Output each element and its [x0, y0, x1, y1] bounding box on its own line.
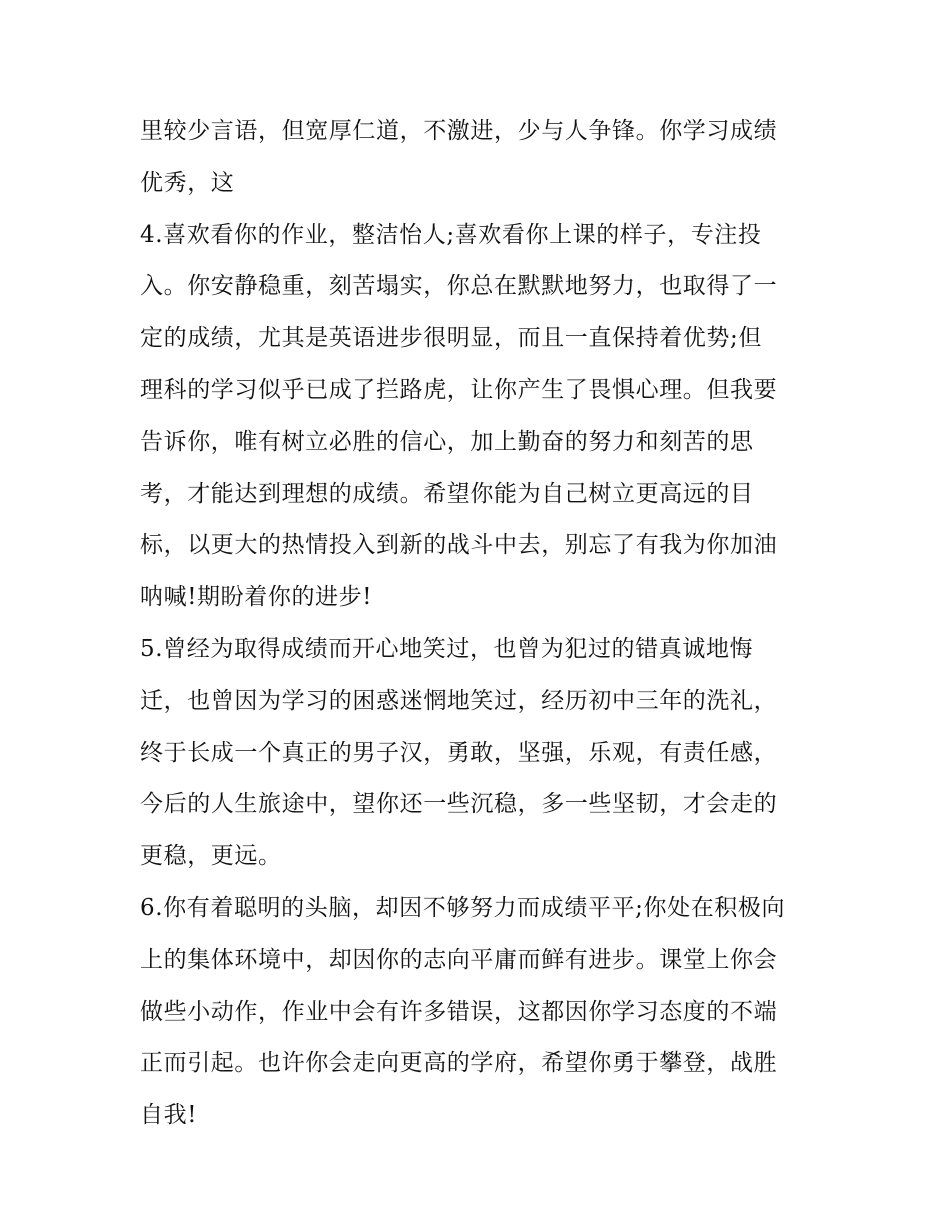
text-line: 优秀，这	[140, 169, 235, 196]
text-line: 告诉你，唯有树立必胜的信心，加上勤奋的努力和刻苦的思	[140, 428, 754, 455]
text-line: 入。你安静稳重，刻苦塌实，你总在默默地努力，也取得了一	[140, 273, 778, 300]
text-line: 更稳，更远。	[140, 843, 282, 870]
text-line: 终于长成一个真正的男子汉，勇敢，坚强，乐观，有责任感，	[140, 739, 778, 766]
document-body	[140, 106, 820, 1142]
text-line: 理科的学习似乎已成了拦路虎，让你产生了畏惧心理。但我要	[140, 376, 778, 403]
text-line: 上的集体环境中，却因你的志向平庸而鲜有进步。课堂上你会	[140, 946, 778, 973]
text-line: 今后的人生旅途中，望你还一些沉稳，多一些坚韧，才会走的	[140, 791, 778, 818]
text-line: 6.你有着聪明的头脑，却因不够努力而成绩平平;你处在积极向	[140, 894, 786, 921]
text-line: 4.喜欢看你的作业，整洁怡人;喜欢看你上课的样子，专注投	[140, 221, 762, 248]
text-line: 定的成绩，尤其是英语进步很明显，而且一直保持着优势;但	[140, 325, 762, 352]
text-line: 考，才能达到理想的成绩。希望你能为自己树立更高远的目	[140, 480, 754, 507]
text-line: 做些小动作，作业中会有许多错误，这都因你学习态度的不端	[140, 998, 778, 1025]
text-line: 5.曾经为取得成绩而开心地笑过，也曾为犯过的错真诚地悔	[140, 635, 754, 662]
text-line: 里较少言语，但宽厚仁道，不激进，少与人争锋。你学习成绩	[140, 118, 778, 144]
text-line: 呐喊!期盼着你的进步!	[140, 584, 373, 611]
text-line: 迁，也曾因为学习的困惑迷惘地笑过，经历初中三年的洗礼，	[140, 687, 778, 714]
text-line: 正而引起。也许你会走向更高的学府，希望你勇于攀登，战胜	[140, 1050, 778, 1077]
text-line: 标，以更大的热情投入到新的战斗中去，别忘了有我为你加油	[140, 532, 778, 559]
text-line: 自我!	[140, 1102, 198, 1129]
